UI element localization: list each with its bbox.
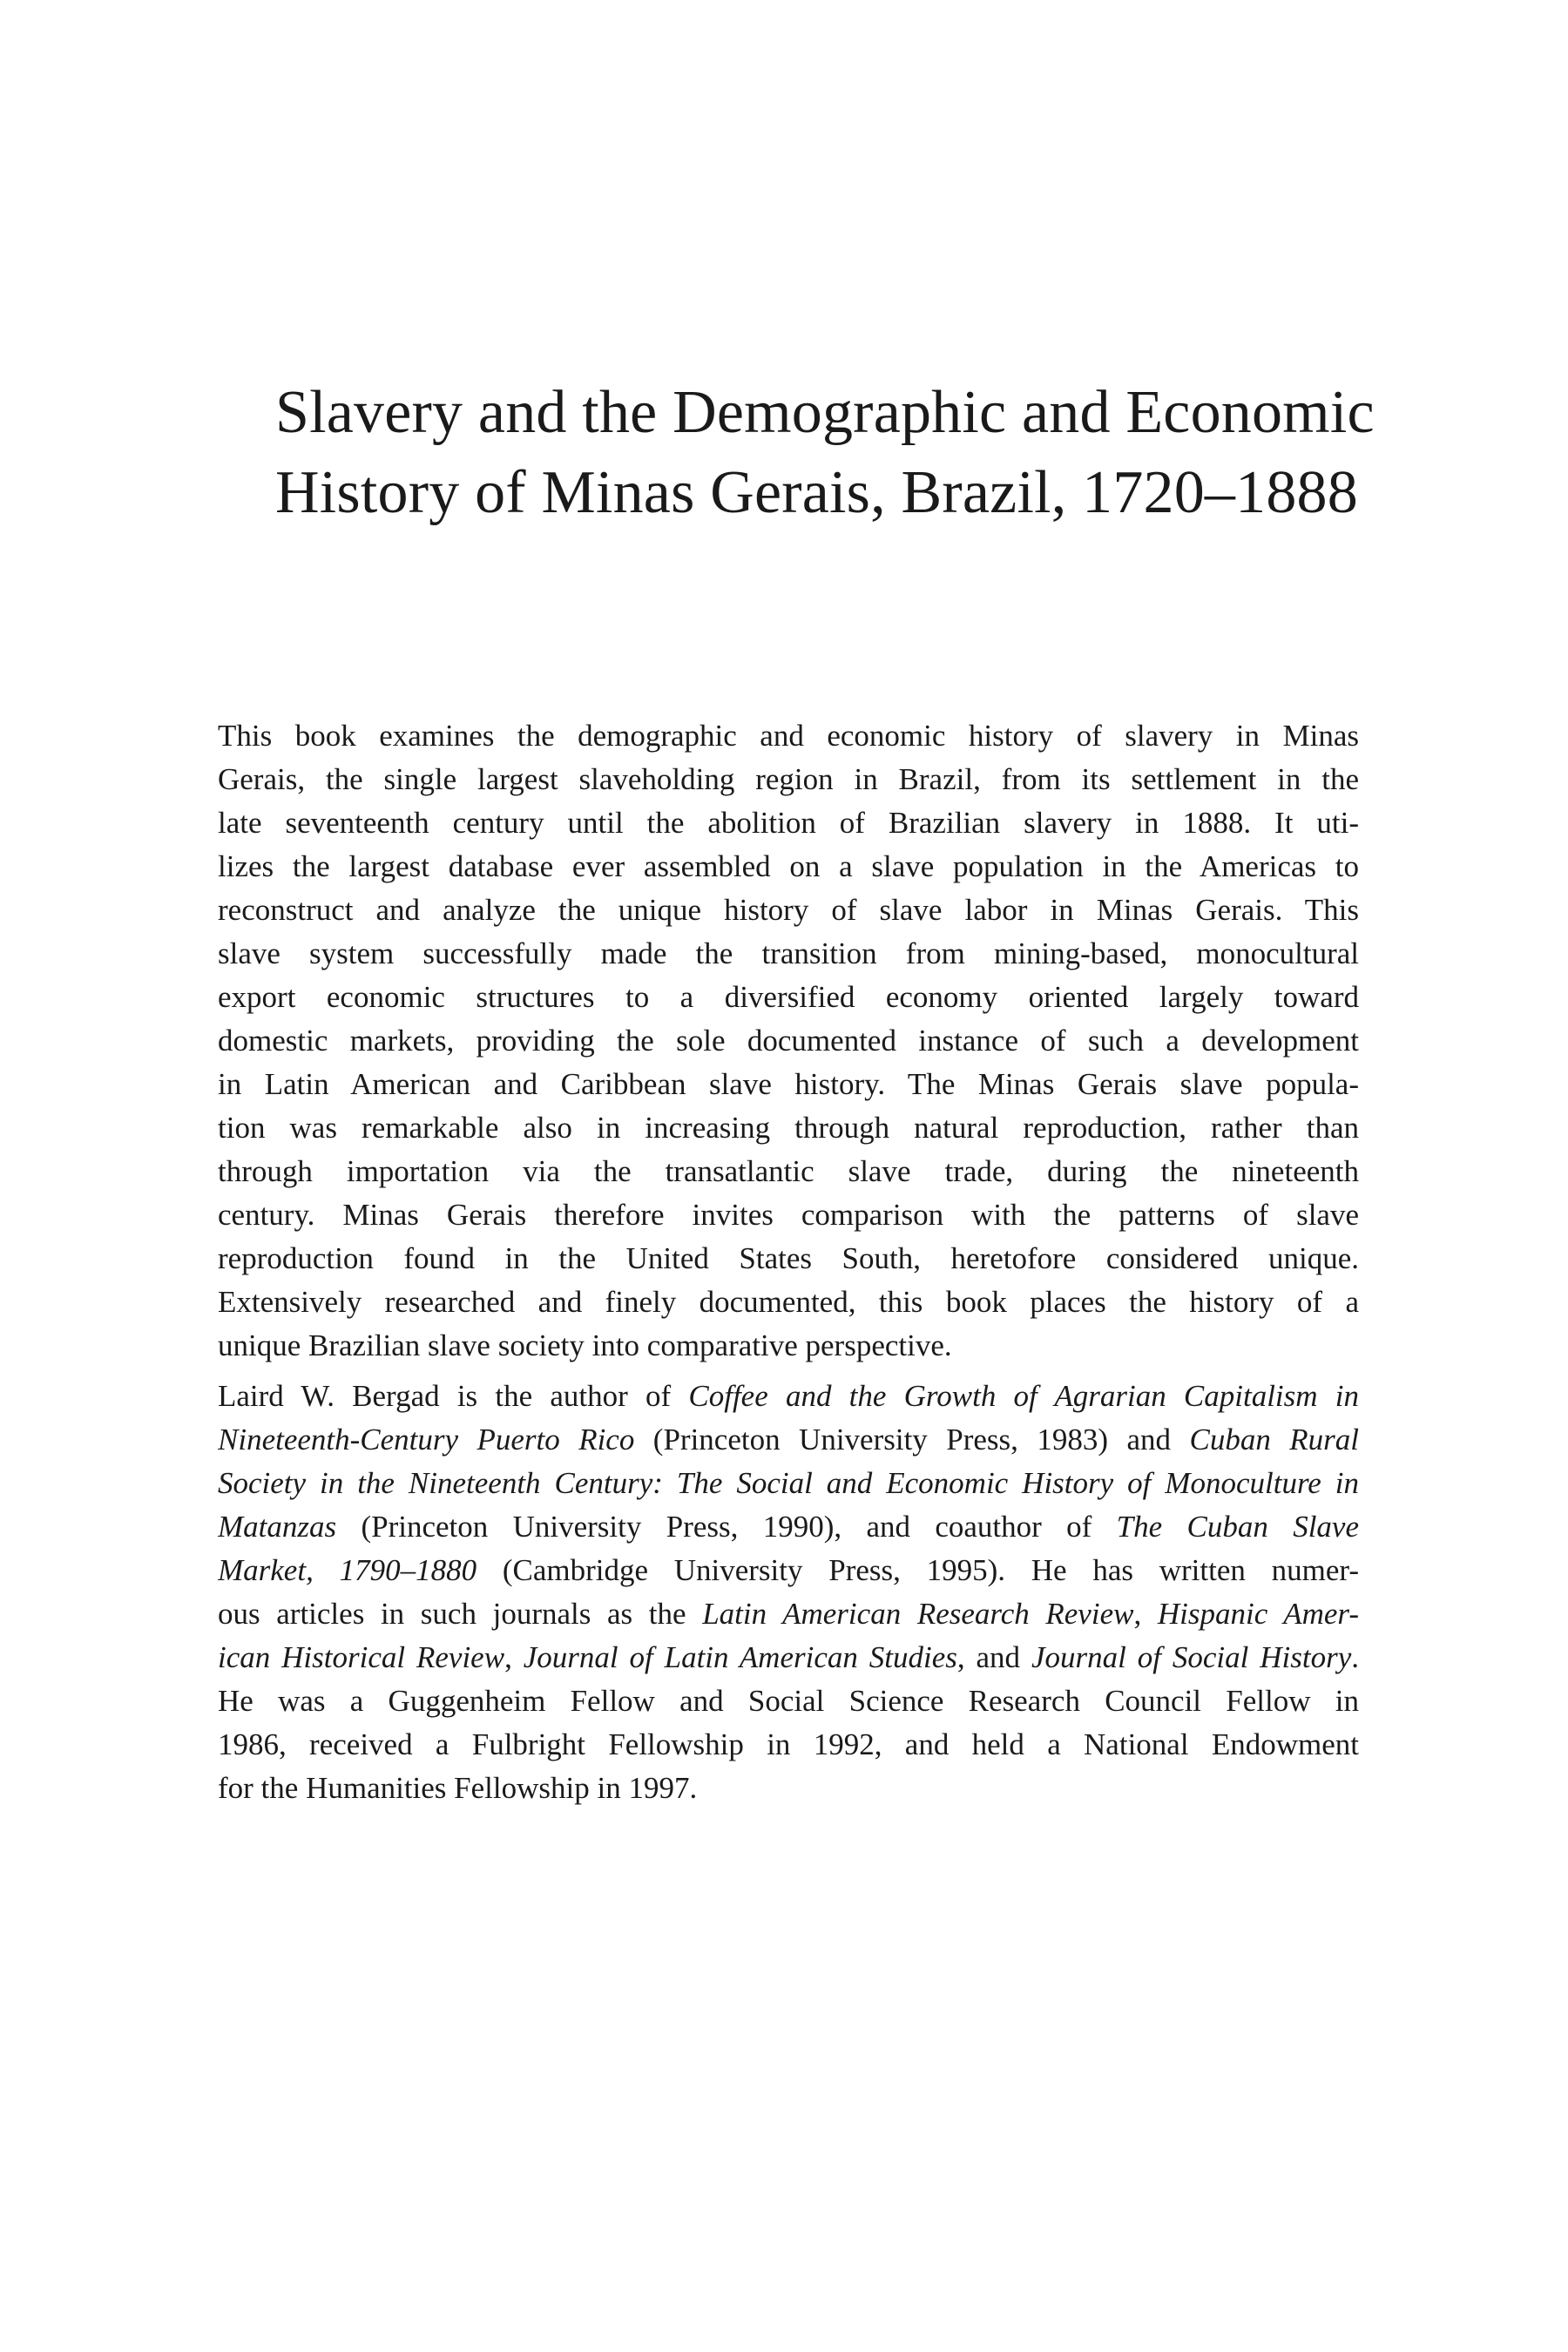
description-line: slave system successfully made the transition from mining-based, monocultural	[218, 936, 1359, 970]
journal-hahr: Hispanic Amer-	[1157, 1597, 1359, 1631]
description-line: lizes the largest database ever assembled on a slave population in the Americas to	[218, 849, 1359, 883]
description-line: century. Minas Gerais therefore invites comparison with the patterns of slave	[218, 1198, 1359, 1232]
bio-text: ,	[1133, 1597, 1158, 1631]
book-title	[275, 373, 1408, 533]
description-line: in Latin American and Caribbean slave history. The Minas Gerais slave popula-	[218, 1067, 1359, 1101]
book-title-cuban-rural: Cuban Rural	[1189, 1423, 1359, 1456]
description-line: tion was remarkable also in increasing through natural reproduction, rather than	[218, 1111, 1359, 1145]
bio-line: for the Humanities Fellowship in 1997.	[218, 1771, 698, 1805]
bio-text: .	[1351, 1640, 1359, 1674]
title-line-2: History of Minas Gerais, Brazil, 1720–1888	[275, 459, 1358, 526]
journal-larr: Latin American Research Review	[702, 1597, 1134, 1631]
description-line: Gerais, the single largest slaveholding region in Brazil, from its settlement in the	[218, 762, 1359, 796]
bio-line: 1986, received a Fulbright Fellowship in 1992, and held a National Endowment	[218, 1727, 1359, 1761]
bio-text: ,	[504, 1640, 524, 1674]
journal-jlas: Journal of Latin American Studies	[523, 1640, 957, 1674]
author-bio	[218, 1375, 1359, 1810]
description-line: reproduction found in the United States South, heretofore considered unique.	[218, 1241, 1359, 1275]
bio-line	[218, 1549, 1359, 1592]
bio-line	[218, 1636, 1359, 1680]
book-title-cuban-slave: The Cuban Slave	[1116, 1510, 1359, 1544]
bio-line	[218, 1592, 1359, 1636]
bio-text: , and	[956, 1640, 1031, 1674]
bio-text: (Princeton University Press, 1983) and	[634, 1423, 1190, 1456]
bio-line	[218, 1462, 1359, 1505]
bio-line	[218, 1505, 1359, 1549]
description-line: domestic markets, providing the sole documented instance of such a development	[218, 1024, 1359, 1058]
description-line: unique Brazilian slave society into comparative perspective.	[218, 1328, 952, 1362]
bio-text: Laird W. Bergad is the author of	[218, 1379, 689, 1413]
bio-line	[218, 1418, 1359, 1462]
bio-line	[218, 1375, 1359, 1418]
description-line: through importation via the transatlantic slave trade, during the nineteenth	[218, 1154, 1359, 1188]
description-line: This book examines the demographic and economic history of slavery in Minas	[218, 719, 1359, 753]
bio-text: (Princeton University Press, 1990), and coauthor of	[336, 1510, 1117, 1544]
book-title-cuban-rural-cont: Society in the Nineteenth Century: The Social and Economic History of Monoculture in	[218, 1466, 1359, 1500]
description-line: late seventeenth century until the abolition of Brazilian slavery in 1888. It uti-	[218, 806, 1359, 840]
book-title-cuban-slave-cont: Market, 1790–1880	[218, 1553, 477, 1587]
book-description	[218, 714, 1359, 1368]
bio-text: ous articles in such journals as the	[218, 1597, 703, 1631]
description-line: Extensively researched and finely documented, this book places the history of a	[218, 1285, 1359, 1319]
bio-text: (Cambridge University Press, 1995). He has written numer-	[476, 1553, 1359, 1587]
title-line-1: Slavery and the Demographic and Economic	[275, 379, 1375, 446]
journal-jsh: Journal of Social History	[1031, 1640, 1352, 1674]
description-line: export economic structures to a diversified economy oriented largely toward	[218, 980, 1359, 1014]
description-line: reconstruct and analyze the unique history of slave labor in Minas Gerais. This	[218, 893, 1359, 927]
book-title-matanzas: Matanzas	[218, 1510, 337, 1544]
book-title-coffee: Coffee and the Growth of Agrarian Capitalism in	[688, 1379, 1359, 1413]
journal-hahr-cont: ican Historical Review	[218, 1640, 505, 1674]
bio-line: He was a Guggenheim Fellow and Social Science Research Council Fellow in	[218, 1684, 1359, 1718]
book-title-coffee-cont: Nineteenth-Century Puerto Rico	[218, 1423, 635, 1456]
